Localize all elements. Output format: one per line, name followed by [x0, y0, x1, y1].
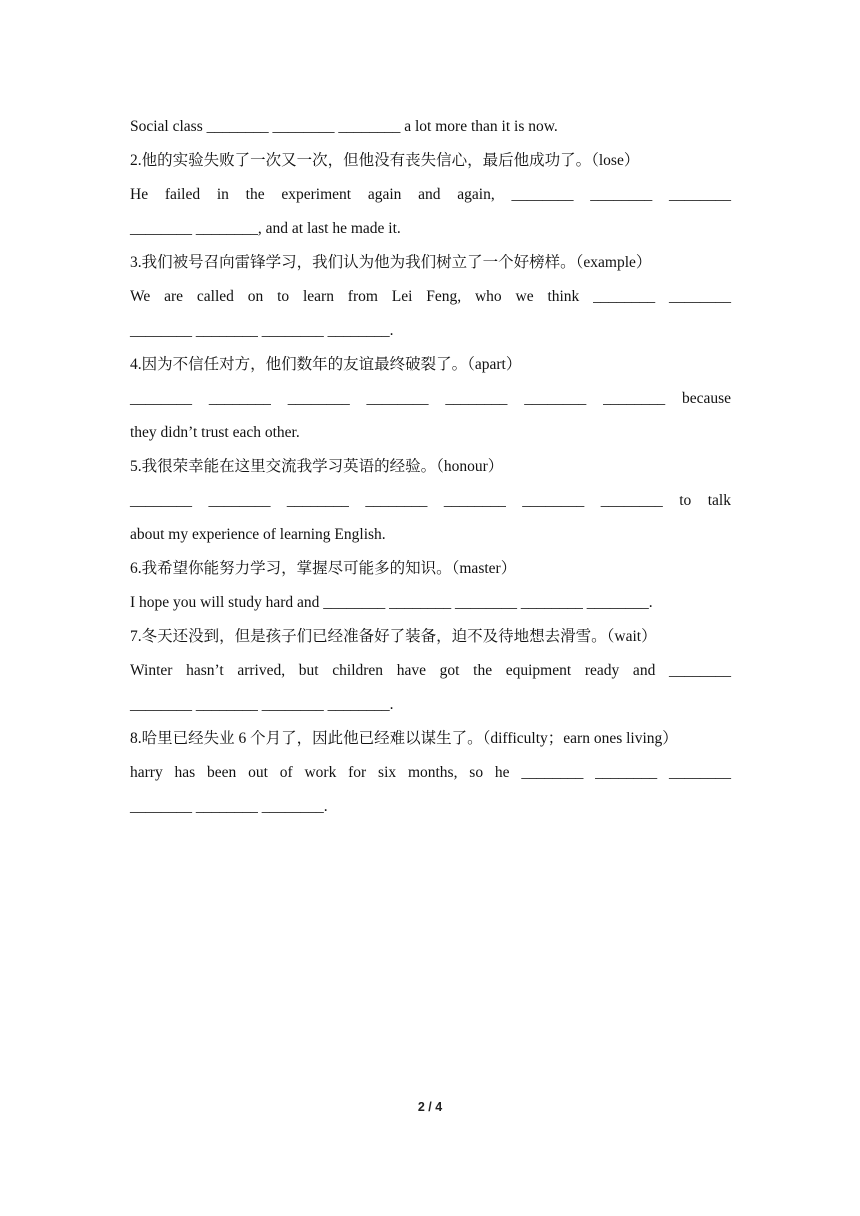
page-number: 2 / 4: [417, 1100, 443, 1114]
question-3-line-1: We are called on to learn from Lei Feng, who we think ________ ________: [130, 288, 731, 305]
question-8-line-1: harry has been out of work for six months, so he ________ ________ ________: [130, 764, 731, 781]
question-2-line-1: He failed in the experiment again and again, ________ ________ ________: [130, 186, 731, 203]
question-7-prompt: 7.冬天还没到，但是孩子们已经准备好了装备，迫不及待地想去滑雪。（wait）: [130, 628, 657, 645]
question-3-line-2: ________ ________ ________ ________.: [130, 322, 394, 339]
question-5-line-1: ________ ________ ________ ________ ________ ________ ________ to talk: [130, 492, 731, 509]
question-6-prompt: 6.我希望你能努力学习，掌握尽可能多的知识。（master）: [130, 560, 517, 577]
question-8-line-2: ________ ________ ________.: [130, 798, 328, 815]
question-3-prompt: 3.我们被号召向雷锋学习，我们认为他为我们树立了一个好榜样。（example）: [130, 254, 652, 271]
question-5-line-2: about my experience of learning English.: [130, 526, 386, 543]
exercise-content: [130, 110, 731, 824]
question-7-line-2: ________ ________ ________ ________.: [130, 696, 394, 713]
question-4-line-2: they didn’t trust each other.: [130, 424, 300, 441]
question-4-line-1: ________ ________ ________ ________ ________ ________ ________ because: [130, 390, 731, 407]
question-2-line-2: ________ ________, and at last he made it.: [130, 220, 401, 237]
sentence-1-english: Social class ________ ________ ________ a lot more than it is now.: [130, 118, 558, 135]
question-4-prompt: 4.因为不信任对方，他们数年的友谊最终破裂了。（apart）: [130, 356, 522, 373]
question-8-prompt: 8.哈里已经失业 6 个月了，因此他已经难以谋生了。（difficulty；earn ones living）: [130, 730, 678, 747]
question-5-prompt: 5.我很荣幸能在这里交流我学习英语的经验。（honour）: [130, 458, 504, 475]
question-6-line-1: I hope you will study hard and ________ ________ ________ ________ ________.: [130, 594, 653, 611]
question-7-line-1: Winter hasn’t arrived, but children have got the equipment ready and ________: [130, 662, 731, 679]
question-2-prompt: 2.他的实验失败了一次又一次，但他没有丧失信心，最后他成功了。（lose）: [130, 152, 640, 169]
